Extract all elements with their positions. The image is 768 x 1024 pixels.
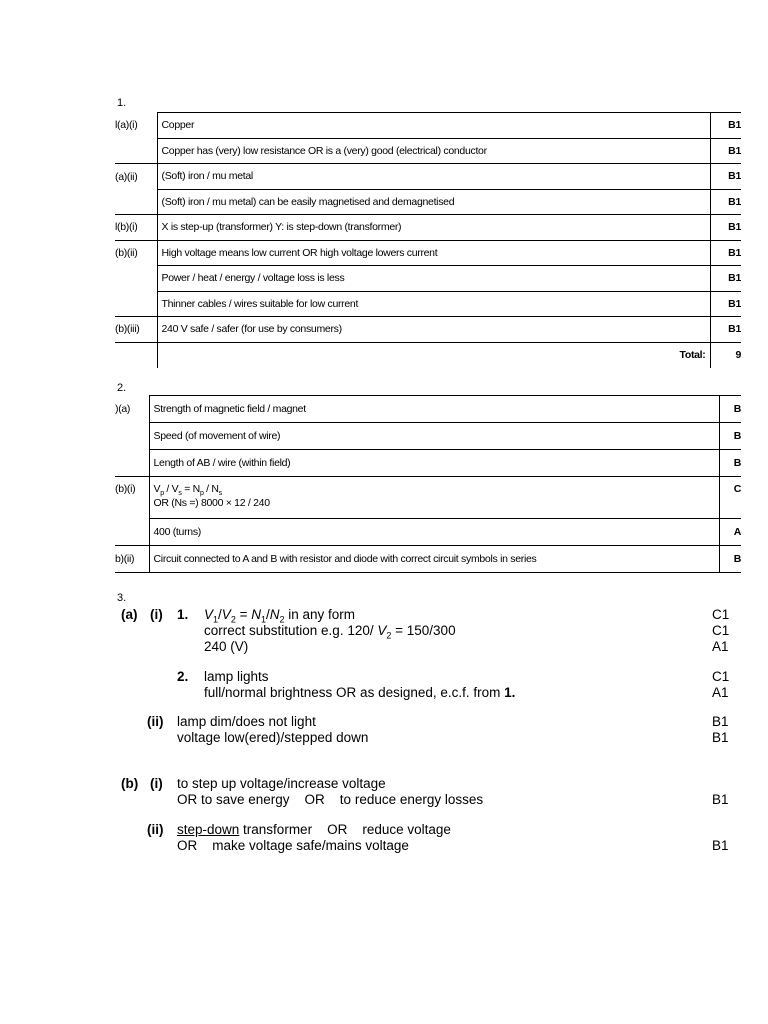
mark-code: B [719,423,741,450]
q1-mark-table [115,112,741,368]
table-row [115,423,741,450]
mark-code: B1 [710,215,741,241]
mark-code: A1 [712,685,729,700]
a-i-1-line2: correct substitution e.g. 120/ $V_2 = 150/300$ [204,623,456,641]
part-label [115,189,157,215]
table-row [115,164,741,190]
part-label: )(a) [115,403,131,415]
question-3-number: 3. [117,592,127,604]
b-ii-line2: OR make voltage safe/mains voltage [177,838,409,853]
table-row [115,215,741,241]
table-row [115,396,741,423]
mark-code: B1 [712,792,729,807]
total-row [115,342,741,368]
mark-code: B [719,546,741,573]
mark-code: A1 [712,639,729,654]
answer-text: Copper has (very) low resistance OR is a (very) good (electrical) conductor [157,138,710,164]
part-label: l(a)(i) [115,119,138,132]
answer-text: (Soft) iron / mu metal [157,164,710,190]
table-row [115,317,741,343]
table-row [115,450,741,477]
mark-code: C1 [712,669,730,684]
part-i-label: (i) [150,607,163,622]
answer-text: 400 (turns) [149,519,719,546]
a-ii-line2: voltage low(ered)/stepped down [177,730,369,745]
part-label [115,519,149,546]
a-i-2-line2: full/normal brightness OR as designed, e.c.f. from 1. [204,685,516,700]
answer-text: Circuit connected to A and B with resistor and diode with correct circuit symbols in series [149,546,719,573]
part-label: (b)(ii) [115,247,138,259]
table-row [115,138,741,164]
mark-code: B1 [710,138,741,164]
answer-text: OR (Ns =) 8000 × 12 / 240 [153,497,270,510]
question-2-number: 2. [117,382,127,394]
mark-code: B1 [710,189,741,215]
part-a-label: (a) [121,607,138,622]
part-b-label: (b) [121,776,139,791]
mark-code: B1 [712,838,729,853]
mark-code: B1 [710,113,741,139]
answer-text: (Soft) iron / mu metal) can be easily magnetised and demagnetised [157,189,710,215]
question-1-number: 1. [117,97,127,109]
part-label [115,291,157,317]
part-ii-label: (ii) [147,822,164,837]
mark-code: C1 [712,623,730,638]
table-row [115,291,741,317]
table-row [115,519,741,546]
part-label: (b)(iii) [115,317,157,343]
item-1-label: 1. [177,607,189,622]
total-value: 9 [710,342,741,368]
a-i-1-line1: $V_1/V_2 = N_1/N_2$ in any form [204,607,356,625]
part-label [115,138,157,164]
part-label: (a)(ii) [115,170,138,183]
part-label: l(b)(i) [115,215,157,241]
total-label: Total: [157,342,710,368]
part-label [115,423,149,450]
answer-text: 240 V safe / safer (for use by consumers) [157,317,710,343]
q2-mark-table [115,395,741,573]
table-row [115,240,741,266]
item-2-label: 2. [177,669,189,684]
b-i-line2: OR to save energy OR to reduce energy losses [177,792,484,807]
answer-text: Copper [157,113,710,139]
mark-code: B1 [710,164,741,190]
part-label: b)(ii) [115,546,149,573]
a-i-1-line3: 240 (V) [204,639,249,654]
mark-code: A [719,519,741,546]
mark-code: C1 [712,607,730,622]
answer-text: Length of AB / wire (within field) [149,450,719,477]
part-ii-label: (ii) [147,714,164,729]
a-ii-line1: lamp dim/does not light [177,714,316,729]
mark-code: B1 [710,291,741,317]
part-label [115,266,157,292]
answer-text: Thinner cables / wires suitable for low current [157,291,710,317]
a-i-2-line1: lamp lights [204,669,269,684]
table-row [115,477,741,519]
mark-code: B [719,450,741,477]
table-row [115,189,741,215]
b-i-line1: to step up voltage/increase voltage [177,776,386,791]
answer-text: Strength of magnetic field / magnet [149,396,719,423]
part-label: (b)(i) [115,483,136,495]
mark-code: B1 [710,317,741,343]
mark-code: B1 [712,714,729,729]
answer-text: Speed (of movement of wire) [149,423,719,450]
table-row [115,546,741,573]
table-row [115,113,741,139]
answer-text: High voltage means low current OR high voltage lowers current [157,240,710,266]
part-label [115,450,149,477]
mark-code: B1 [712,730,729,745]
answer-text: Power / heat / energy / voltage loss is less [157,266,710,292]
answer-text: X is step-up (transformer) Y: is step-down (transformer) [157,215,710,241]
mark-code: B [719,396,741,423]
formula-line: $V_p / V_s = N_p / N_s$ [153,483,222,498]
mark-code: C [719,477,741,519]
table-row [115,266,741,292]
part-i-label: (i) [150,776,163,791]
mark-code: B1 [710,266,741,292]
mark-code: B1 [710,240,741,266]
b-ii-line1: step-down transformer OR reduce voltage [177,822,451,837]
